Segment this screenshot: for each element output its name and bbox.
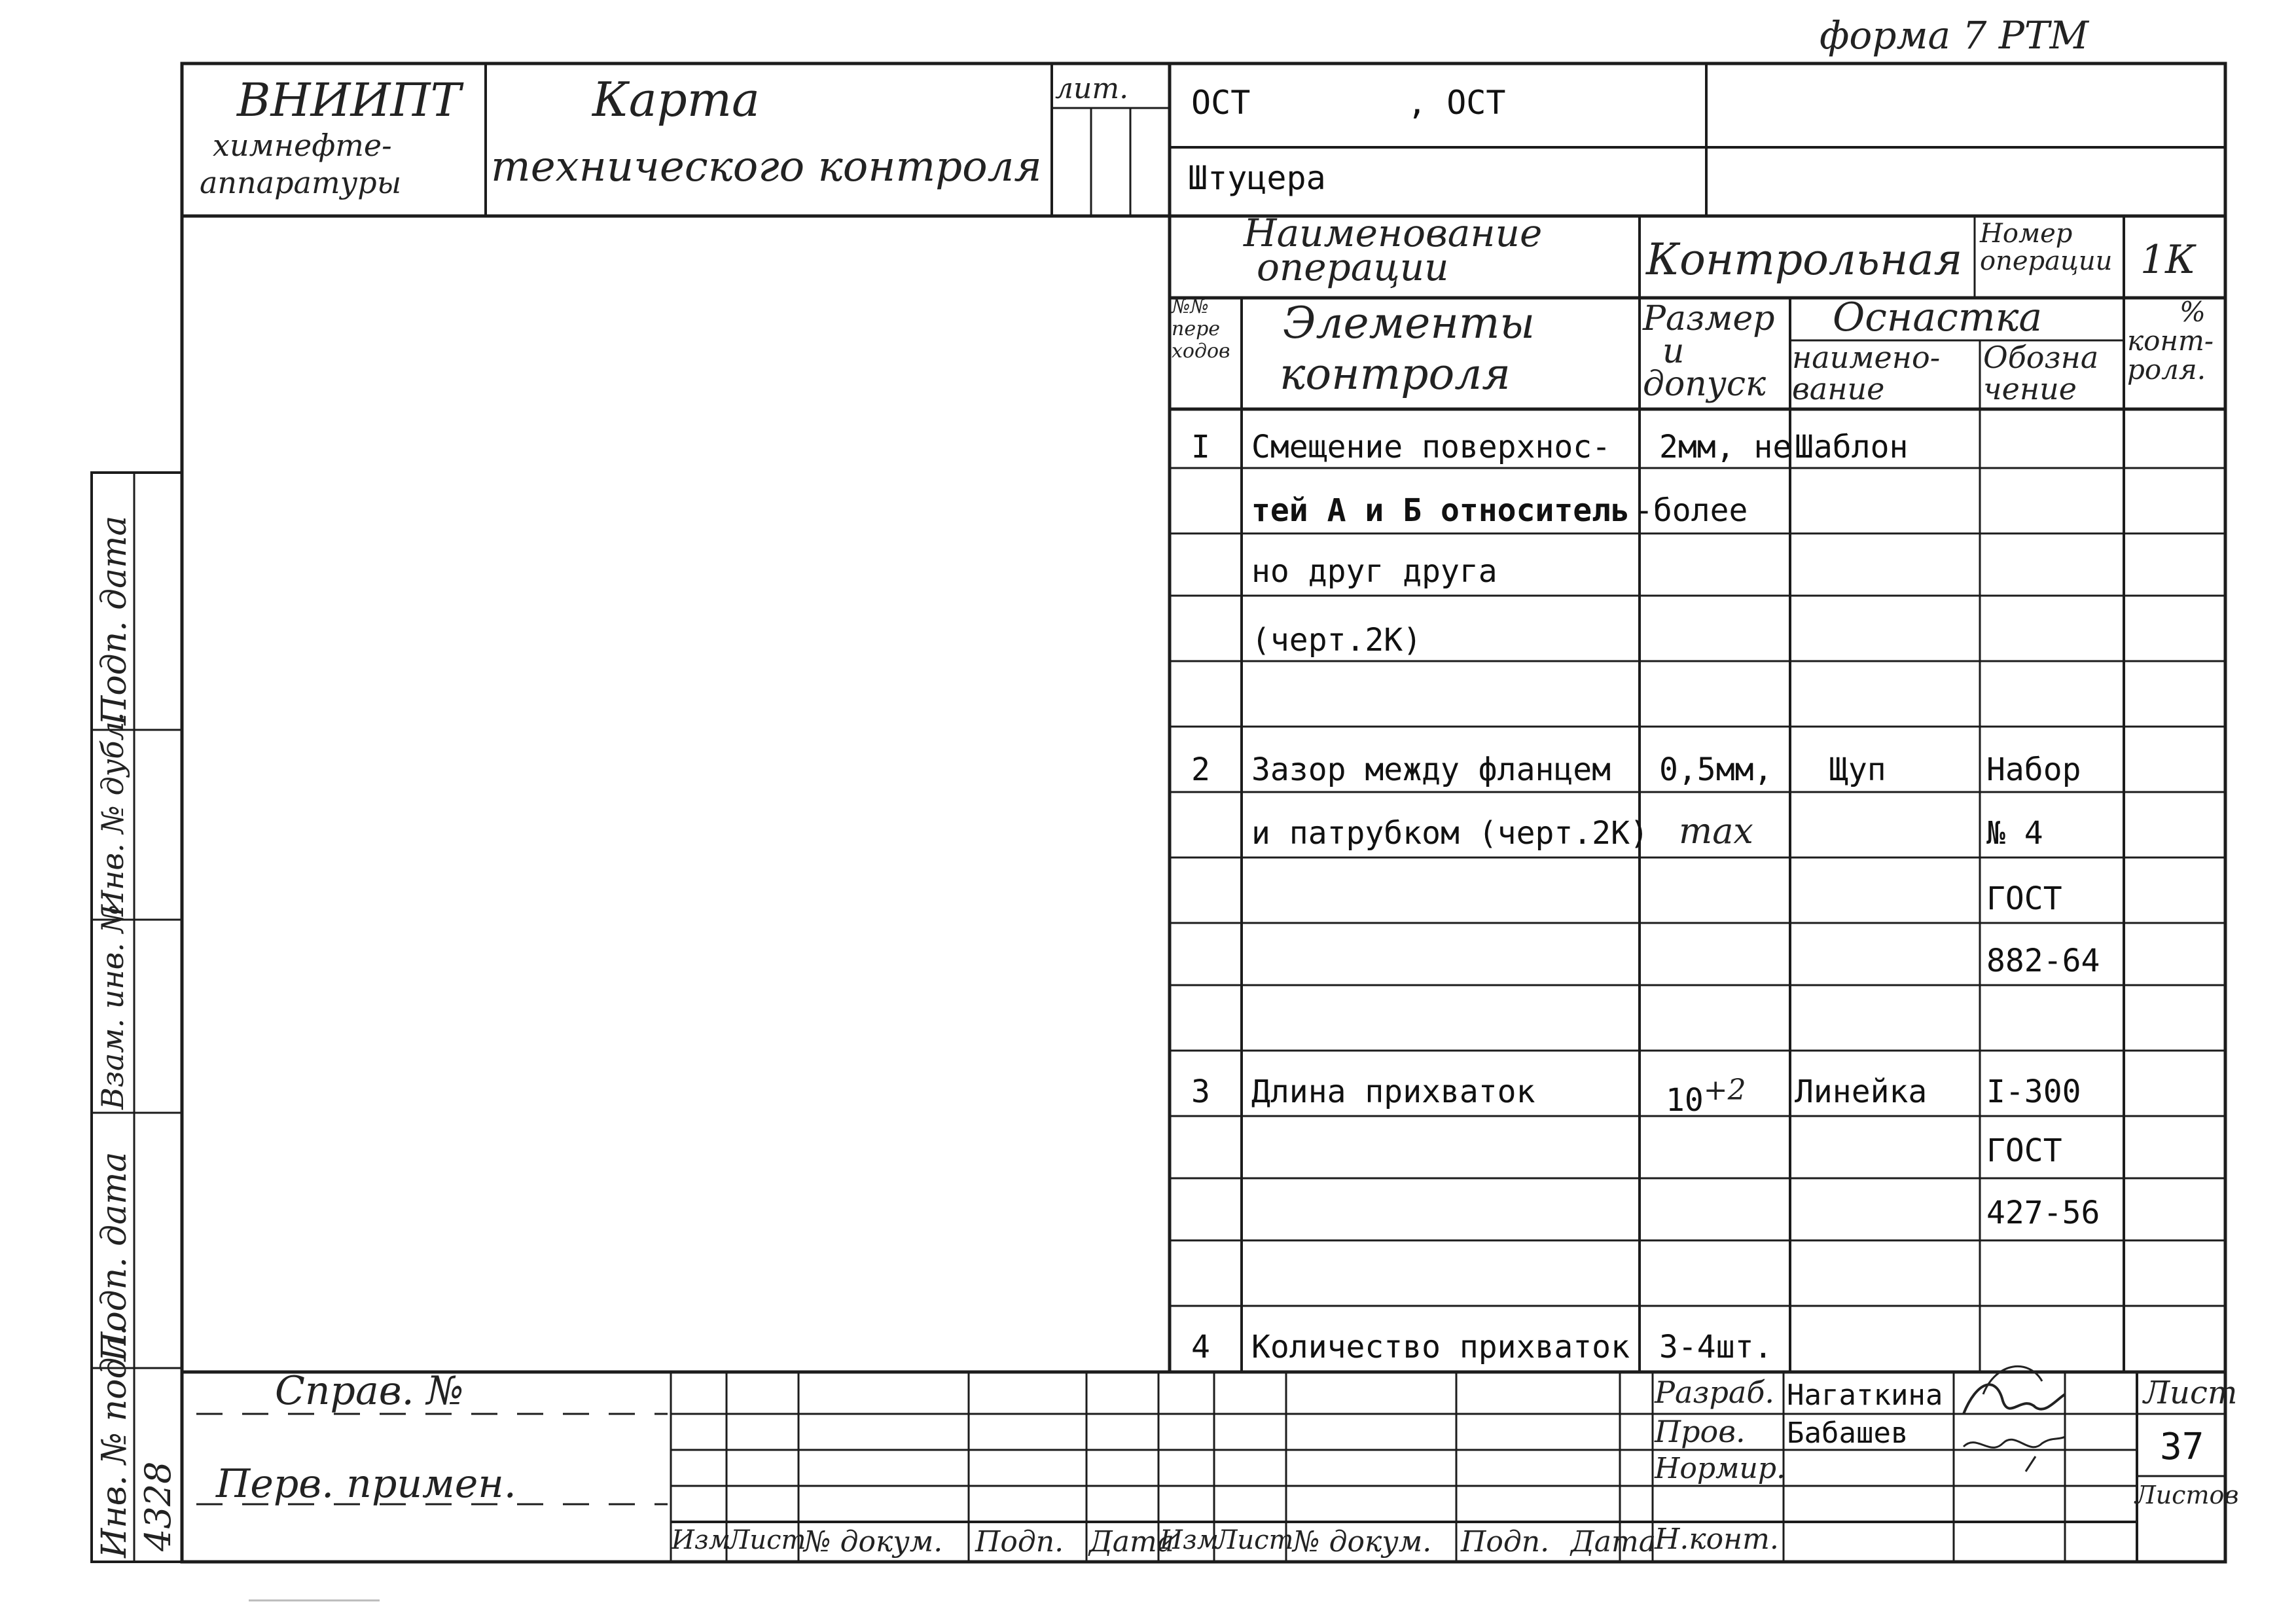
perv-primen-label: Перв. примен. bbox=[216, 1461, 516, 1507]
podp-data-upper: Подп. дата bbox=[95, 515, 134, 725]
row-3-element: но друг друга bbox=[1251, 553, 1498, 590]
operation-number-label bbox=[1980, 220, 2112, 275]
stamp-list-2: Лист bbox=[1215, 1525, 1294, 1555]
row-6-number: 2 bbox=[1191, 751, 1210, 788]
col-number-1: №№ bbox=[1172, 295, 1209, 318]
ost-right: , ОСТ bbox=[1407, 84, 1506, 122]
stamp-doc-1: № докум. bbox=[804, 1525, 943, 1559]
row-9-designation: 882-64 bbox=[1986, 943, 2100, 979]
col-tool-name-1: наимено- bbox=[1792, 340, 1941, 375]
row-15-element: Количество прихваток bbox=[1251, 1329, 1630, 1365]
operation-number-value: 1К bbox=[2140, 237, 2196, 283]
row-11-element: Длина прихваток bbox=[1251, 1074, 1535, 1110]
row-15-size: 3-4шт. bbox=[1659, 1329, 1773, 1365]
inv-podl-label: Инв. № подл. bbox=[95, 1324, 134, 1558]
row-13-designation: 427-56 bbox=[1986, 1195, 2100, 1231]
row-8-designation: ГОСТ bbox=[1986, 880, 2062, 917]
stamp-izm-2: Изм bbox=[1160, 1525, 1219, 1555]
col-header-tool-name bbox=[1792, 342, 1940, 405]
stamp-izm-1: Изм bbox=[672, 1525, 730, 1555]
col-elements-1: Элементы bbox=[1283, 298, 1535, 348]
inv-podl-value: 4328 bbox=[137, 1461, 179, 1551]
col-percent-1: % bbox=[2179, 296, 2206, 328]
operation-name-label-2: операции bbox=[1257, 245, 1449, 289]
sheets-label: Листов bbox=[2135, 1481, 2239, 1509]
row-7-designation: № 4 bbox=[1986, 815, 2043, 852]
org-line-3: аппаратуры bbox=[200, 165, 402, 200]
row-2-size: -более bbox=[1634, 492, 1748, 529]
col-header-percent bbox=[2127, 298, 2214, 384]
product-name: Штуцера bbox=[1188, 159, 1326, 197]
nkont-label: Н.конт. bbox=[1655, 1523, 1779, 1556]
stamp-doc-2: № докум. bbox=[1293, 1525, 1432, 1559]
col-tool-desig-1: Обозна bbox=[1983, 340, 2099, 375]
row-1-number: I bbox=[1191, 429, 1210, 465]
podp-data-lower: Подп. дата bbox=[95, 1151, 134, 1362]
sprav-label: Справ. № bbox=[275, 1368, 464, 1414]
row-6-designation: Набор bbox=[1986, 751, 2081, 788]
form-label: форма 7 РТМ bbox=[1820, 13, 2089, 58]
col-percent-2: конт- bbox=[2127, 325, 2214, 357]
row-6-tool: Щуп bbox=[1829, 751, 1886, 788]
row-1-element: Смещение поверхнос- bbox=[1251, 429, 1611, 465]
row-6-size: 0,5мм, bbox=[1659, 751, 1773, 788]
inv-dubl-label: Инв. № дубл. bbox=[95, 712, 130, 916]
normir-label: Нормир. bbox=[1655, 1452, 1785, 1485]
row-11-number: 3 bbox=[1191, 1074, 1210, 1110]
col-number-2: пере bbox=[1172, 317, 1221, 340]
row-7-size: max bbox=[1679, 810, 1753, 852]
stamp-podp-2: Подп. bbox=[1461, 1525, 1550, 1559]
prov-label: Пров. bbox=[1655, 1414, 1746, 1449]
prov-name: Бабашев bbox=[1787, 1416, 1909, 1450]
row-11-size-tolerance: +2 bbox=[1703, 1074, 1746, 1107]
prov-signature bbox=[1957, 1420, 2068, 1473]
col-header-size bbox=[1643, 299, 1775, 404]
lit-label: лит. bbox=[1055, 72, 1129, 105]
stamp-data-2: Дата bbox=[1571, 1525, 1656, 1559]
operation-number-label-2: операции bbox=[1980, 246, 2113, 276]
row-15-number: 4 bbox=[1191, 1329, 1210, 1365]
org-line-2: химнефте- bbox=[213, 128, 392, 163]
col-header-elements bbox=[1280, 298, 1535, 400]
col-tool-name-2: вание bbox=[1792, 371, 1885, 406]
operation-name-label-1: Наименование bbox=[1244, 211, 1543, 255]
ost-left: ОСТ bbox=[1191, 84, 1251, 122]
card-title-1: Карта bbox=[592, 72, 760, 127]
col-header-tool-designation bbox=[1983, 342, 2098, 405]
row-11-size-base: 10 bbox=[1666, 1082, 1704, 1119]
operation-name-value: Контрольная bbox=[1646, 234, 1963, 285]
razrab-name: Нагаткина bbox=[1787, 1379, 1943, 1412]
col-percent-3: роля. bbox=[2127, 353, 2206, 386]
col-tool-desig-2: чение bbox=[1983, 371, 2077, 406]
row-12-designation: ГОСТ bbox=[1986, 1132, 2062, 1169]
col-header-number bbox=[1172, 296, 1230, 363]
row-11-tool: Линейка bbox=[1795, 1074, 1928, 1110]
col-size-2: и bbox=[1662, 332, 1685, 371]
row-11-size bbox=[1666, 1074, 1746, 1119]
sheet-label: Лист bbox=[2144, 1375, 2238, 1411]
col-size-1: Размер bbox=[1643, 299, 1775, 338]
col-size-3: допуск bbox=[1643, 365, 1767, 404]
stamp-list-1: Лист bbox=[728, 1525, 806, 1555]
org-name: ВНИИПТ bbox=[237, 73, 461, 127]
stamp-podp-1: Подп. bbox=[975, 1525, 1064, 1559]
operation-number-label-1: Номер bbox=[1980, 219, 2073, 249]
row-6-element: Зазор между фланцем bbox=[1251, 751, 1611, 788]
row-1-size: 2мм, не bbox=[1659, 429, 1792, 465]
row-7-element: и патрубком (черт.2К) bbox=[1251, 815, 1649, 852]
razrab-label: Разраб. bbox=[1655, 1375, 1775, 1410]
row-2-element: тей А и Б относитель bbox=[1251, 492, 1630, 529]
col-number-3: ходов bbox=[1172, 340, 1230, 363]
stamp-data-1: Дата bbox=[1089, 1525, 1174, 1559]
col-header-tooling: Оснастка bbox=[1833, 295, 2043, 340]
row-11-designation: I-300 bbox=[1986, 1074, 2081, 1110]
sheet-value: 37 bbox=[2160, 1426, 2204, 1468]
row-1-tool: Шаблон bbox=[1795, 429, 1909, 465]
vzam-inv-label: Взам. инв. № bbox=[95, 904, 130, 1110]
card-title-2: технического контроля bbox=[491, 143, 1042, 191]
row-4-element: (черт.2К) bbox=[1251, 622, 1422, 659]
operation-name-label bbox=[1244, 211, 1543, 289]
col-elements-2: контроля bbox=[1280, 349, 1511, 399]
